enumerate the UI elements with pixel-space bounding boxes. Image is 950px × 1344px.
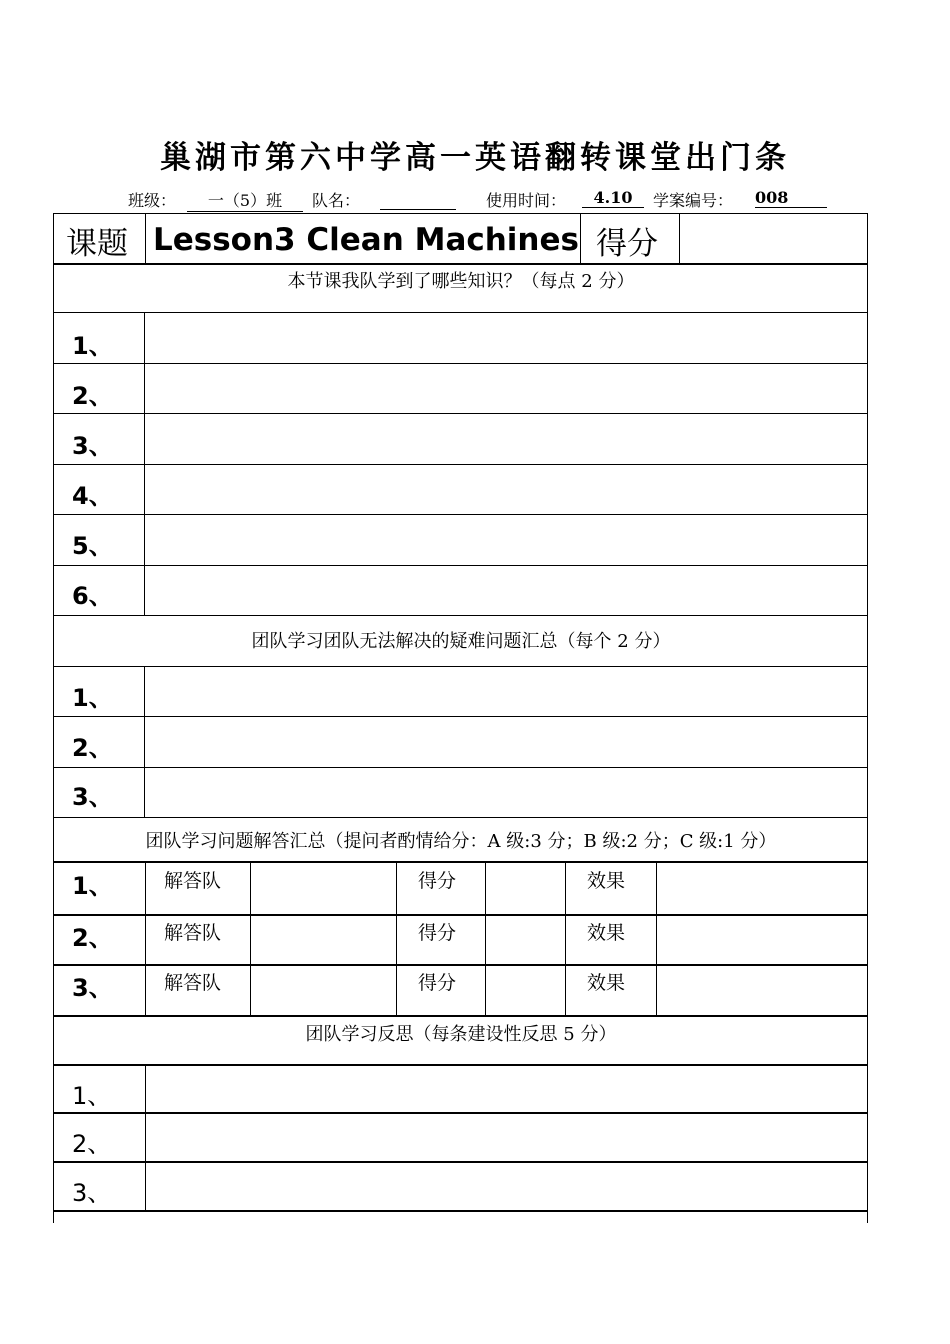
- divider: [679, 213, 680, 264]
- divider: [53, 767, 868, 768]
- section2-heading: 团队学习团队无法解决的疑难问题汇总（每个 2 分）: [251, 631, 671, 652]
- divider: [53, 263, 868, 265]
- plan-value: 008: [755, 188, 827, 208]
- time-label: 使用时间：: [486, 191, 567, 210]
- divider: [53, 464, 868, 465]
- divider: [53, 861, 868, 863]
- list-item-number: 1、: [72, 332, 113, 360]
- topic-value: Lesson3 Clean Machines: [153, 222, 579, 258]
- divider: [145, 1064, 146, 1211]
- divider: [485, 861, 486, 1016]
- divider: [144, 312, 145, 616]
- divider: [53, 514, 868, 515]
- team-value: [380, 188, 456, 210]
- divider: [250, 861, 251, 1016]
- answer-effect-label: 效果: [587, 972, 626, 994]
- divider: [145, 213, 146, 264]
- list-item-number: 2、: [72, 1130, 112, 1158]
- list-item-number: 3、: [72, 783, 113, 811]
- divider: [53, 964, 868, 966]
- list-item-number: 2、: [72, 734, 113, 762]
- divider: [656, 861, 657, 1016]
- list-item-number: 3、: [72, 432, 113, 460]
- score-field[interactable]: [681, 215, 866, 262]
- section1-heading: 本节课我队学到了哪些知识？（每点 2 分）: [287, 271, 635, 292]
- divider: [53, 1015, 868, 1017]
- class-label: 班级：: [128, 191, 177, 210]
- divider: [53, 565, 868, 566]
- divider: [53, 363, 868, 364]
- answer-team-label: 解答队: [164, 972, 222, 994]
- team-label: 队名：: [312, 191, 361, 210]
- table-left-border: [53, 213, 54, 1223]
- time-value: 4.10: [582, 188, 644, 208]
- divider: [53, 914, 868, 916]
- divider: [53, 817, 868, 818]
- section4-heading: 团队学习反思（每条建设性反思 5 分）: [305, 1024, 617, 1045]
- divider: [53, 1112, 868, 1114]
- score-label: 得分: [596, 226, 658, 262]
- class-value: 一（5）班: [187, 188, 303, 212]
- section3-heading: 团队学习问题解答汇总（提问者酌情给分：A 级:3 分；B 级:2 分；C 级:1 分）: [145, 831, 777, 852]
- divider: [53, 1064, 868, 1066]
- table-right-border: [867, 213, 868, 1223]
- divider: [53, 666, 868, 667]
- page-title: 巢湖市第六中学高一英语翻转课堂出门条: [160, 140, 790, 176]
- divider: [565, 861, 566, 1016]
- answer-row-number: 1、: [72, 872, 113, 900]
- divider: [53, 413, 868, 414]
- answer-team-label: 解答队: [164, 870, 222, 892]
- divider: [53, 312, 868, 313]
- answer-effect-label: 效果: [587, 922, 626, 944]
- divider: [53, 615, 868, 616]
- list-item-number: 4、: [72, 482, 113, 510]
- divider: [53, 213, 868, 214]
- answer-score-label: 得分: [418, 972, 457, 994]
- list-item-number: 2、: [72, 382, 113, 410]
- list-item-number: 5、: [72, 532, 113, 560]
- answer-team-label: 解答队: [164, 922, 222, 944]
- answer-score-label: 得分: [418, 870, 457, 892]
- divider: [145, 861, 146, 1016]
- list-item-number: 1、: [72, 684, 113, 712]
- answer-effect-label: 效果: [587, 870, 626, 892]
- divider: [396, 861, 397, 1016]
- divider: [53, 716, 868, 717]
- answer-score-label: 得分: [418, 922, 457, 944]
- divider: [53, 1161, 868, 1163]
- divider: [580, 213, 581, 264]
- plan-label: 学案编号：: [653, 191, 734, 210]
- divider: [53, 1210, 868, 1212]
- list-item-number: 1、: [72, 1082, 112, 1110]
- divider: [144, 666, 145, 818]
- list-item-number: 6、: [72, 582, 113, 610]
- answer-row-number: 3、: [72, 974, 113, 1002]
- list-item-number: 3、: [72, 1179, 112, 1207]
- topic-label: 课题: [66, 226, 128, 262]
- answer-row-number: 2、: [72, 924, 113, 952]
